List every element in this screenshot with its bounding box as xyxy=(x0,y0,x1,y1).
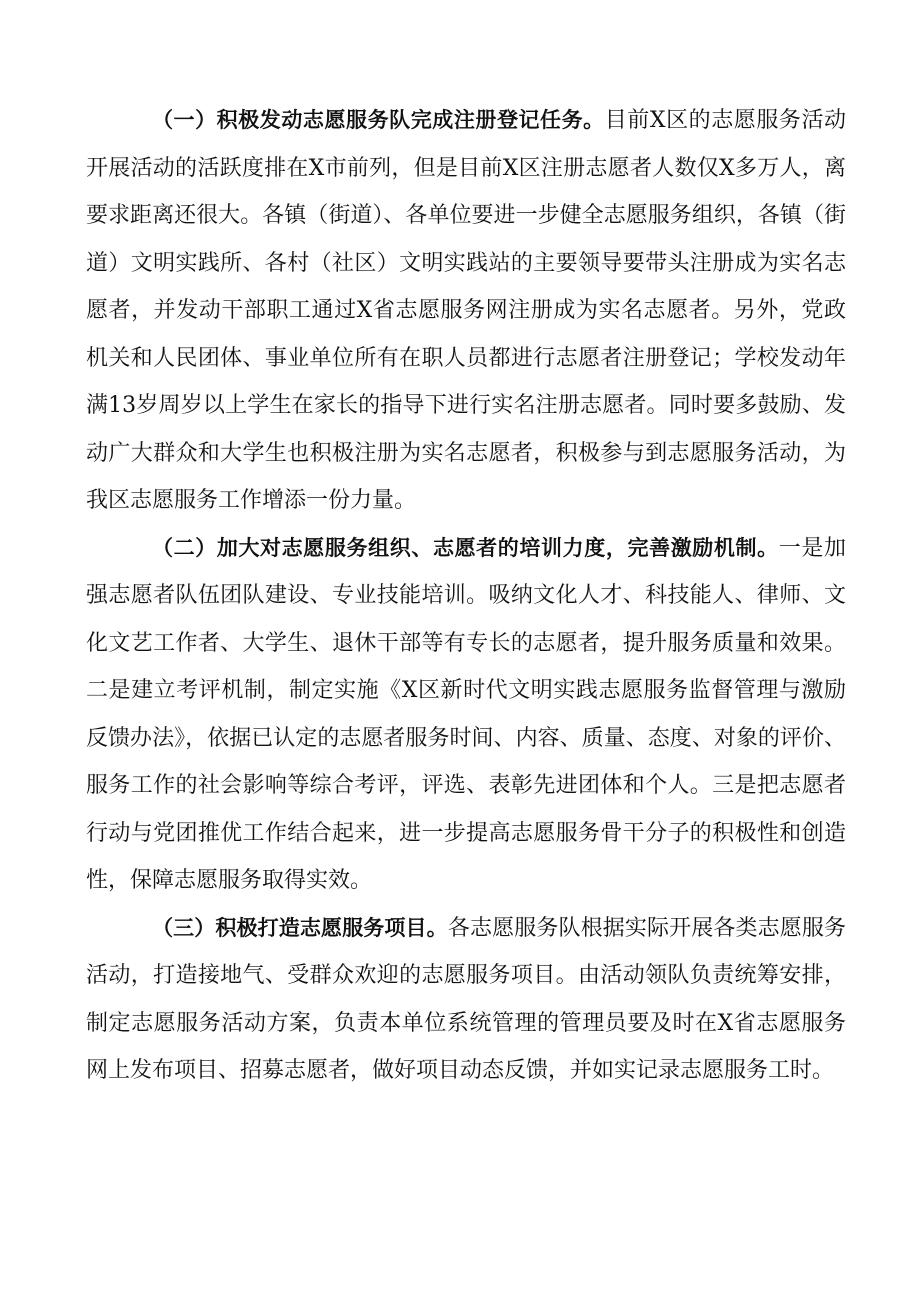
section-text-1: 目前X区的志愿服务活动开展活动的活跃度排在X市前列，但是目前X区注册志愿者人数仅X多万人，离要求距离还很大。各镇（街道）、各单位要进一步健全志愿服务组织，各镇（街道）文明实践所、各村（社区）文明实践站的主要领导要带头注册成为实名志愿者，并发动干部职工通过X省志愿服务网注册成为实名志愿者。另外，党政机关和人民团体、事业单位所有在职人员都进行志愿者注册登记；学校发动年满13岁周岁以上学生在家长的指导下进行实名注册志愿者。同时要多鼓励、发动广大群众和大学生也积极注册为实名志愿者，积极参与到志愿服务活动，为我区志愿服务工作增添一份力量。 xyxy=(86,108,847,513)
section-heading-3: （三）积极打造志愿服务项目。 xyxy=(152,915,448,940)
section-paragraph-3 xyxy=(86,905,846,1095)
section-heading-2: （二）加大对志愿服务组织、志愿者的培训力度，完善激励机制。 xyxy=(152,535,779,560)
section-heading-1: （一）积极发动志愿服务队完成注册登记任务。 xyxy=(152,108,605,132)
section-text-2: 一是加强志愿者队伍团队建设、专业技能培训。吸纳文化人才、科技能人、律师、文化文艺工作者、大学生、退休干部等有专长的志愿者，提升服务质量和效果。二是建立考评机制，制定实施《X区新时代文明实践志愿服务监督管理与激励反馈办法》，依据已认定的志愿者服务时间、内容、质量、态度、对象的评价、服务工作的社会影响等综合考评，评选、表彰先进团体和个人。三是把志愿者行动与党团推优工作结合起来，进一步提高志愿服务骨干分子的积极性和创造性，保障志愿服务取得实效。 xyxy=(86,535,846,893)
section-paragraph-2 xyxy=(86,525,846,905)
section-paragraph-1 xyxy=(86,97,846,525)
section-text-3: 各志愿服务队根据实际开展各类志愿服务活动，打造接地气、受群众欢迎的志愿服务项目。由活动领队负责统筹安排，制定志愿服务活动方案，负责本单位系统管理的管理员要及时在X省志愿服务网上发布项目、招募志愿者，做好项目动态反馈，并如实记录志愿服务工时。 xyxy=(86,915,846,1083)
document-body xyxy=(86,97,846,1095)
